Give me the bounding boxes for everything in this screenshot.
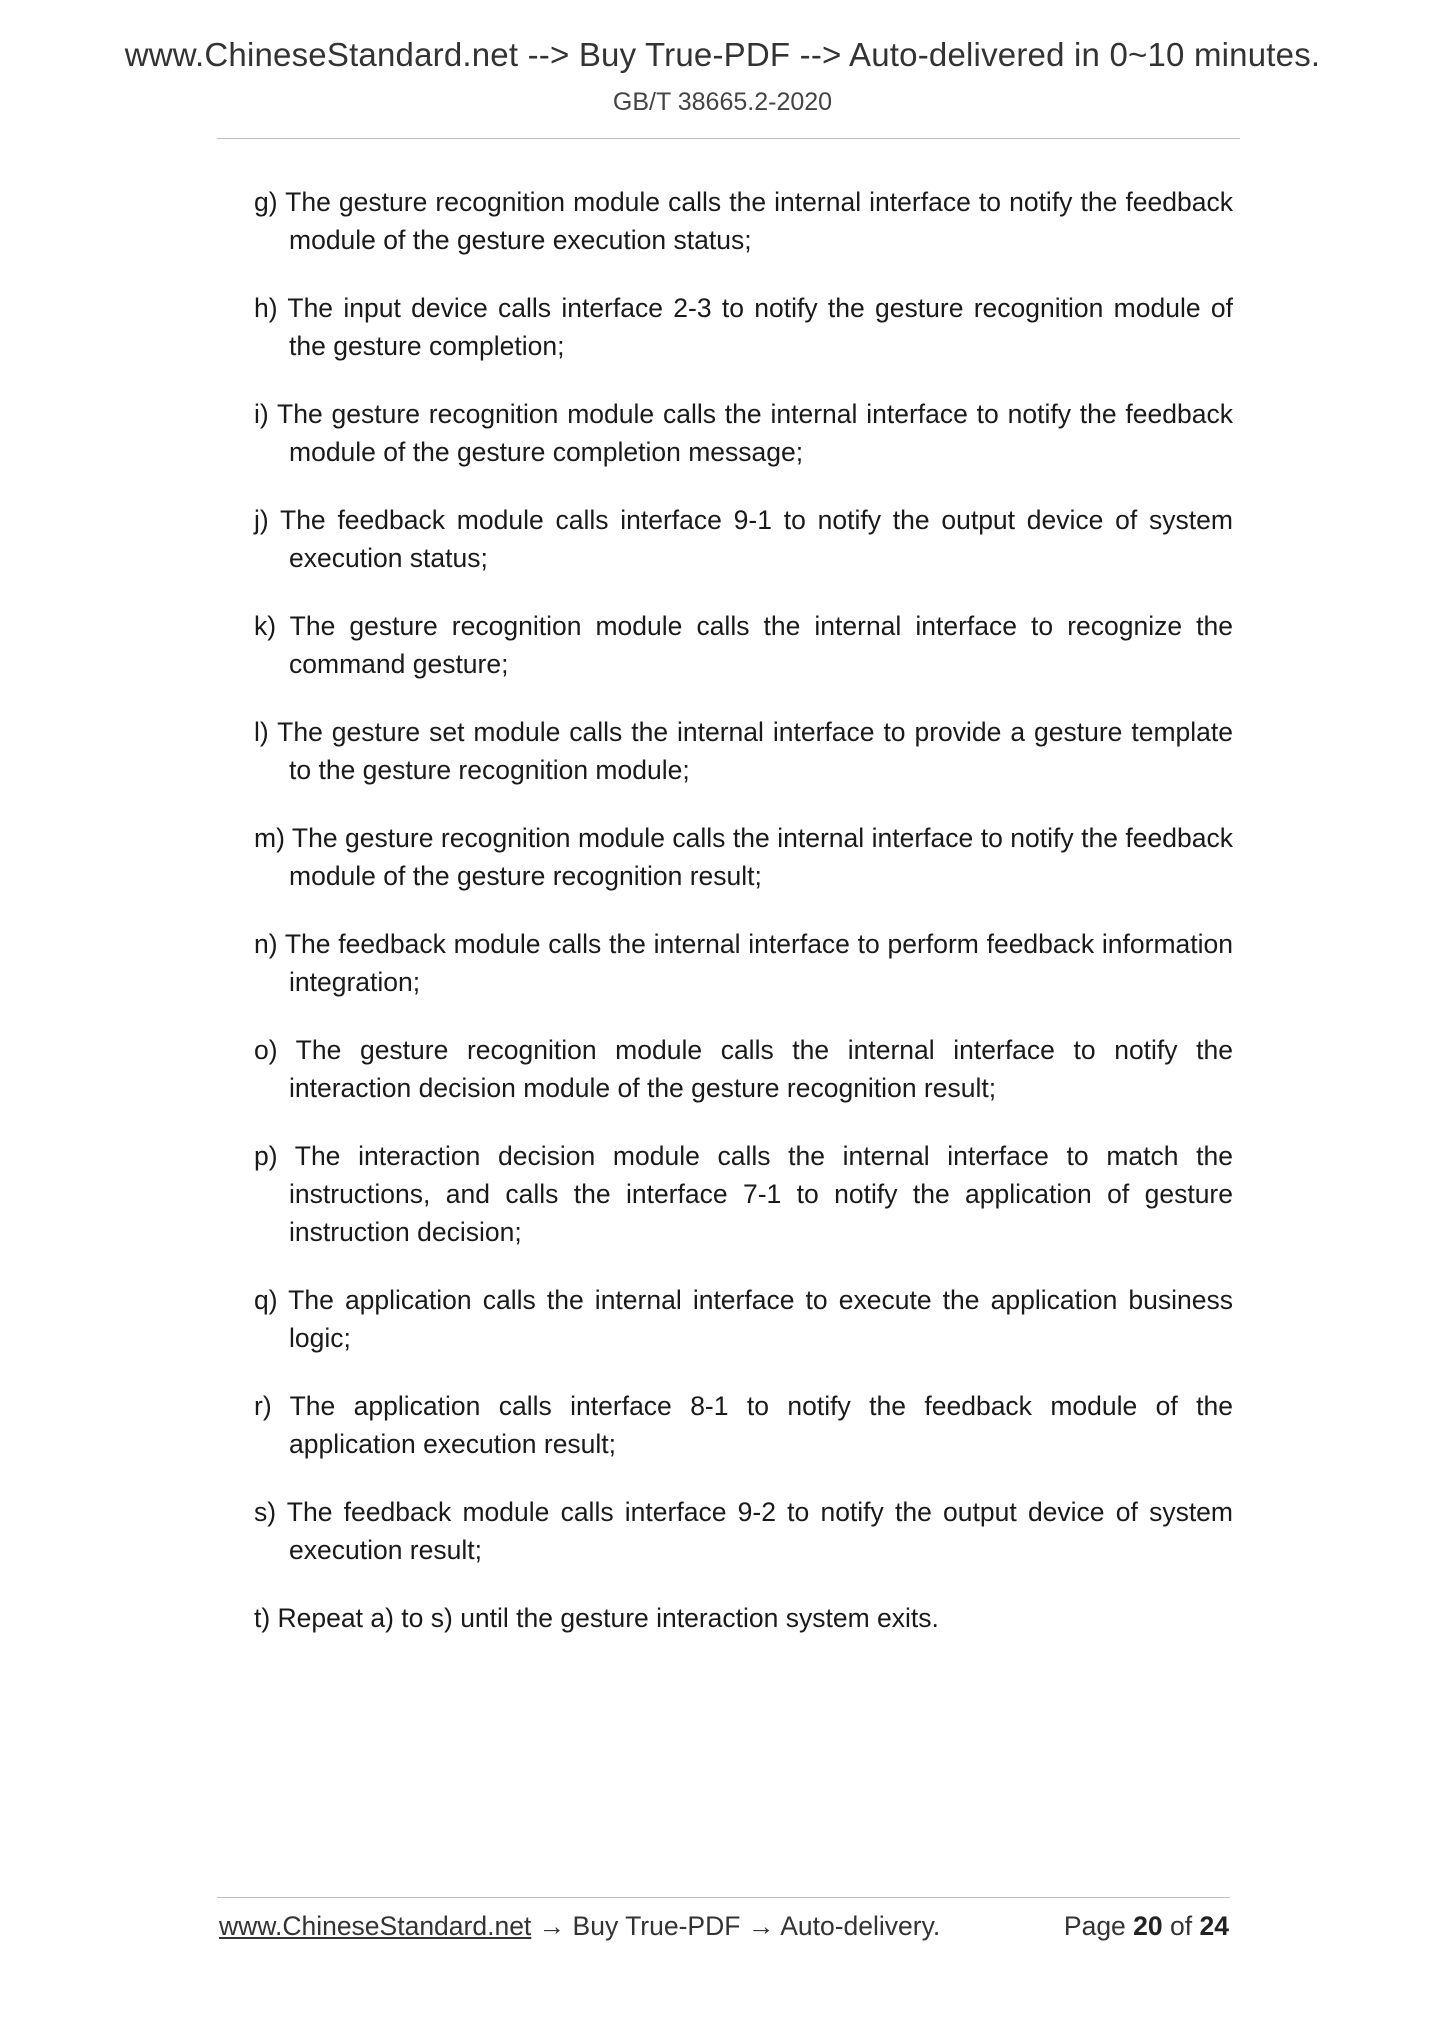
footer-divider xyxy=(217,1897,1230,1898)
list-item: q) The application calls the internal interface to execute the application business logic; xyxy=(254,1285,1233,1353)
arrow-right-icon: → xyxy=(538,1911,566,1941)
list-item: n) The feedback module calls the internal interface to perform feedback information integration; xyxy=(254,929,1233,997)
list-item: p) The interaction decision module calls the internal interface to match the instructions, and calls the interface 7-1 to notify the application of gesture instruction decision; xyxy=(254,1141,1233,1247)
page-of-label: of xyxy=(1170,1911,1193,1941)
list-item: o) The gesture recognition module calls the internal interface to notify the interaction decision module of the gesture recognition result; xyxy=(254,1035,1233,1103)
footer-delivery-text: Auto-delivery. xyxy=(780,1911,941,1941)
page-indicator xyxy=(1064,1911,1229,1942)
list-item: k) The gesture recognition module calls the internal interface to recognize the command gesture; xyxy=(254,611,1233,679)
list-item: l) The gesture set module calls the internal interface to provide a gesture template to the gesture recognition module; xyxy=(254,717,1233,785)
arrow-right-icon: → xyxy=(747,1911,775,1941)
list-item: t) Repeat a) to s) until the gesture interaction system exits. xyxy=(254,1603,939,1633)
list-item: r) The application calls interface 8-1 to notify the feedback module of the application execution result; xyxy=(254,1391,1233,1459)
site-banner: www.ChineseStandard.net --> Buy True-PDF --> Auto-delivered in 0~10 minutes. xyxy=(124,36,1321,73)
page-total: 24 xyxy=(1199,1911,1229,1941)
procedure-steps-list xyxy=(254,183,1233,1667)
list-item: s) The feedback module calls interface 9-2 to notify the output device of system execution result; xyxy=(254,1497,1233,1565)
page-label: Page xyxy=(1063,1911,1126,1941)
footer-site-link[interactable]: www.ChineseStandard.net xyxy=(219,1911,532,1941)
list-item: i) The gesture recognition module calls the internal interface to notify the feedback module of the gesture completion message; xyxy=(254,399,1233,467)
list-item: j) The feedback module calls interface 9-1 to notify the output device of system execution status; xyxy=(254,505,1233,573)
header-divider xyxy=(217,138,1240,139)
list-item: h) The input device calls interface 2-3 to notify the gesture recognition module of the gesture completion; xyxy=(254,293,1233,361)
list-item: g) The gesture recognition module calls the internal interface to notify the feedback module of the gesture execution status; xyxy=(254,187,1233,255)
page-footer xyxy=(219,1911,1229,1951)
page-current: 20 xyxy=(1133,1911,1163,1941)
footer-promo xyxy=(219,1911,940,1942)
footer-buy-text: Buy True-PDF xyxy=(572,1911,741,1941)
document-number: GB/T 38665.2-2020 xyxy=(612,88,833,116)
list-item: m) The gesture recognition module calls the internal interface to notify the feedback module of the gesture recognition result; xyxy=(254,823,1233,891)
